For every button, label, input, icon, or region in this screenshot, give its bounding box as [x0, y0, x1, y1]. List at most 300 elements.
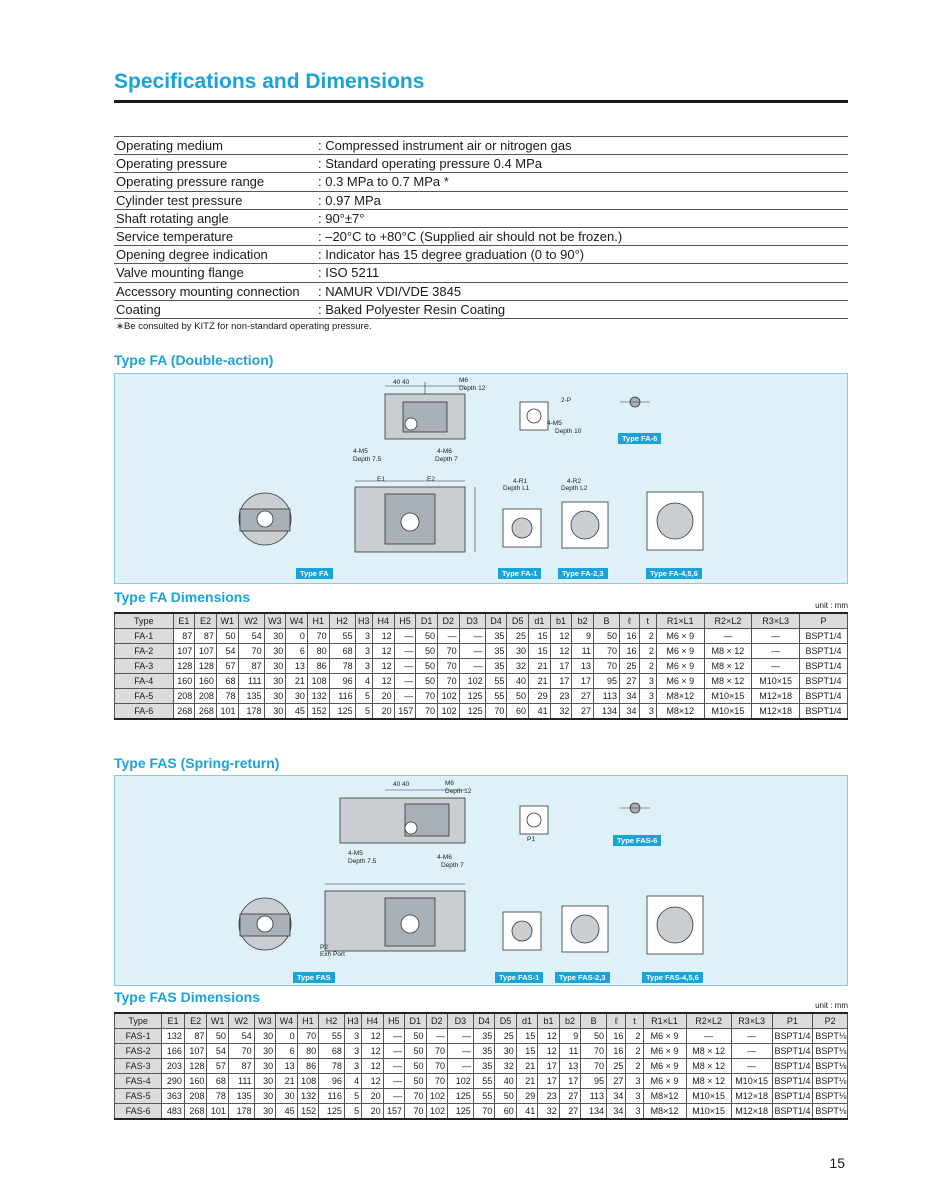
- table-cell: 4: [355, 674, 372, 689]
- table-cell: 70: [405, 1089, 426, 1104]
- table-cell: 135: [228, 1089, 254, 1104]
- table-cell: —: [731, 1059, 772, 1074]
- table-cell: 80: [297, 1044, 318, 1059]
- fas-label-p2: P2: [320, 944, 328, 951]
- table-cell: M6 × 9: [643, 1044, 686, 1059]
- table-cell: 50: [507, 689, 529, 704]
- table-cell: —: [394, 659, 416, 674]
- table-cell: 107: [184, 1044, 207, 1059]
- table-cell: 160: [195, 674, 217, 689]
- table-cell: 135: [238, 689, 264, 704]
- table-cell: 86: [297, 1059, 318, 1074]
- table-cell: 25: [620, 659, 640, 674]
- table-cell: 125: [329, 704, 355, 720]
- table-cell: 107: [195, 644, 217, 659]
- fas-tag-456: Type FAS-4,5,6: [642, 972, 703, 983]
- table-cell: 87: [173, 629, 195, 644]
- table-cell: 166: [162, 1044, 185, 1059]
- table-cell: 30: [254, 1044, 275, 1059]
- column-header: B: [594, 613, 620, 629]
- table-cell: 178: [228, 1104, 254, 1120]
- table-cell: 32: [538, 1104, 559, 1120]
- fa-tag-main: Type FA: [296, 568, 333, 579]
- column-header: E1: [162, 1013, 185, 1029]
- table-cell: BSPT1/4: [800, 674, 848, 689]
- table-cell: 32: [495, 1059, 516, 1074]
- table-cell: 25: [507, 629, 529, 644]
- table-row: [115, 674, 848, 689]
- table-cell: 35: [473, 1059, 494, 1074]
- table-cell: 12: [362, 1074, 383, 1089]
- table-cell: 50: [216, 629, 238, 644]
- table-cell: 70: [581, 1044, 607, 1059]
- table-cell: 12: [362, 1044, 383, 1059]
- table-cell: M10×15: [731, 1074, 772, 1089]
- column-header: W3: [254, 1013, 275, 1029]
- table-cell: FA-5: [115, 689, 174, 704]
- table-cell: 70: [416, 704, 438, 720]
- table-cell: BSPT1/4: [772, 1074, 813, 1089]
- table-cell: 70: [228, 1044, 254, 1059]
- fa-drawing: [115, 374, 847, 583]
- table-cell: 125: [319, 1104, 345, 1120]
- table-cell: 34: [607, 1089, 626, 1104]
- table-cell: M8×12: [643, 1089, 686, 1104]
- table-cell: M6 × 9: [656, 644, 704, 659]
- table-row: [115, 1104, 848, 1120]
- table-cell: 157: [394, 704, 416, 720]
- column-header: D3: [448, 1013, 474, 1029]
- table-cell: 3: [626, 1104, 643, 1120]
- table-cell: M12×18: [752, 689, 800, 704]
- table-cell: 23: [550, 689, 572, 704]
- table-cell: 5: [344, 1089, 361, 1104]
- table-cell: 55: [485, 689, 507, 704]
- column-header: b1: [538, 1013, 559, 1029]
- column-header: b2: [572, 613, 594, 629]
- table-cell: 178: [238, 704, 264, 720]
- table-cell: 68: [329, 644, 355, 659]
- table-cell: M8 × 12: [704, 644, 752, 659]
- table-cell: FA-6: [115, 704, 174, 720]
- spec-value: : Standard operating pressure 0.4 MPa: [314, 155, 848, 173]
- spec-label: Cylinder test pressure: [114, 191, 314, 209]
- fa-tag-456: Type FA-4,5,6: [646, 568, 702, 579]
- table-cell: 27: [620, 674, 640, 689]
- fa-tag-23: Type FA-2,3: [558, 568, 608, 579]
- table-cell: 3: [639, 704, 656, 720]
- table-cell: 17: [559, 1074, 580, 1089]
- table-cell: 125: [448, 1104, 474, 1120]
- fas-label-m6: M6: [445, 780, 455, 787]
- table-cell: BSPT1/4: [800, 689, 848, 704]
- table-cell: 70: [437, 659, 459, 674]
- column-header: P1: [772, 1013, 813, 1029]
- table-cell: 68: [207, 1074, 228, 1089]
- column-header: H3: [344, 1013, 361, 1029]
- table-cell: 54: [238, 629, 264, 644]
- table-cell: 87: [228, 1059, 254, 1074]
- spec-value: : Baked Polyester Resin Coating: [314, 300, 848, 318]
- column-header: D4: [485, 613, 507, 629]
- fas-label-m6b: 4-M6: [437, 854, 452, 861]
- table-cell: 116: [319, 1089, 345, 1104]
- table-cell: 203: [162, 1059, 185, 1074]
- column-header: b1: [550, 613, 572, 629]
- table-cell: 34: [620, 704, 640, 720]
- table-cell: 32: [507, 659, 529, 674]
- table-cell: 0: [286, 629, 308, 644]
- table-cell: 3: [344, 1029, 361, 1044]
- table-cell: 17: [538, 1074, 559, 1089]
- table-cell: 55: [473, 1074, 494, 1089]
- fas-tag-23: Type FAS-2,3: [555, 972, 610, 983]
- fas-dims-table: [114, 1012, 848, 1120]
- table-cell: M6 × 9: [656, 659, 704, 674]
- table-cell: 27: [607, 1074, 626, 1089]
- table-cell: 21: [516, 1074, 537, 1089]
- table-cell: FA-1: [115, 629, 174, 644]
- table-cell: 50: [405, 1074, 426, 1089]
- table-row: [115, 704, 848, 720]
- table-cell: FAS-3: [115, 1059, 162, 1074]
- fa-label-depthl1: Depth L1: [503, 485, 530, 492]
- table-cell: FA-4: [115, 674, 174, 689]
- table-cell: 21: [529, 674, 551, 689]
- table-cell: 21: [516, 1059, 537, 1074]
- spec-row: [114, 300, 848, 318]
- table-cell: 152: [307, 704, 329, 720]
- table-cell: 15: [516, 1029, 537, 1044]
- table-cell: 12: [362, 1029, 383, 1044]
- table-cell: —: [394, 674, 416, 689]
- table-cell: 128: [184, 1059, 207, 1074]
- table-cell: 30: [254, 1104, 275, 1120]
- table-cell: M10×15: [704, 704, 752, 720]
- table-cell: FAS-4: [115, 1074, 162, 1089]
- table-cell: 2: [626, 1029, 643, 1044]
- table-cell: 3: [355, 644, 372, 659]
- table-cell: 96: [319, 1074, 345, 1089]
- column-header: W4: [276, 1013, 297, 1029]
- fas-diagram: [114, 775, 848, 986]
- spec-note: ∗Be consulted by KITZ for non-standard operating pressure.: [116, 321, 372, 332]
- table-cell: 27: [559, 1104, 580, 1120]
- fas-label-m5: 4-M5: [348, 850, 363, 857]
- table-cell: 12: [372, 644, 394, 659]
- table-cell: 17: [550, 659, 572, 674]
- table-cell: 125: [448, 1089, 474, 1104]
- table-cell: M12×18: [752, 704, 800, 720]
- table-cell: 40: [507, 674, 529, 689]
- table-cell: 111: [228, 1074, 254, 1089]
- fa-label-e1: E1: [377, 476, 385, 483]
- table-cell: 54: [216, 644, 238, 659]
- table-cell: 27: [559, 1089, 580, 1104]
- table-cell: 86: [307, 659, 329, 674]
- table-cell: BSPT⅛: [813, 1044, 848, 1059]
- spec-value: : 0.97 MPa: [314, 191, 848, 209]
- fa-label-e2: E2: [427, 476, 435, 483]
- table-cell: 6: [276, 1044, 297, 1059]
- table-cell: 50: [416, 674, 438, 689]
- table-cell: 21: [286, 674, 308, 689]
- table-cell: 50: [405, 1029, 426, 1044]
- table-cell: BSPT1/4: [772, 1029, 813, 1044]
- spec-label: Accessory mounting connection: [114, 282, 314, 300]
- table-cell: 12: [538, 1029, 559, 1044]
- table-cell: 25: [607, 1059, 626, 1074]
- table-cell: —: [383, 1029, 404, 1044]
- fa-label-depth12: Depth 12: [459, 385, 486, 392]
- fa-diagram: [114, 373, 848, 584]
- table-cell: 13: [559, 1059, 580, 1074]
- table-cell: 16: [620, 644, 640, 659]
- fa-dims-title: Type FA Dimensions: [114, 589, 251, 605]
- table-cell: 35: [473, 1029, 494, 1044]
- table-cell: 113: [581, 1089, 607, 1104]
- fa-label-depth7: Depth 7: [435, 456, 458, 463]
- table-cell: 30: [286, 689, 308, 704]
- fa-unit: unit : mm: [815, 601, 848, 610]
- table-cell: 57: [216, 659, 238, 674]
- table-cell: 108: [297, 1074, 318, 1089]
- table-cell: 27: [572, 689, 594, 704]
- fas-label-p1: P1: [527, 836, 535, 843]
- table-cell: 30: [254, 1059, 275, 1074]
- table-cell: 30: [254, 1029, 275, 1044]
- table-cell: M8 × 12: [686, 1044, 731, 1059]
- table-row: [115, 659, 848, 674]
- table-cell: 4: [344, 1074, 361, 1089]
- fas-drawing: [115, 776, 847, 985]
- table-cell: 107: [173, 644, 195, 659]
- title-rule: [114, 100, 848, 103]
- spec-row: [114, 282, 848, 300]
- table-cell: 208: [195, 689, 217, 704]
- table-cell: 50: [207, 1029, 228, 1044]
- table-cell: 12: [550, 629, 572, 644]
- table-cell: 2: [626, 1059, 643, 1074]
- table-cell: 12: [372, 674, 394, 689]
- fa-label-r2: 4-R2: [567, 478, 582, 485]
- table-cell: 152: [297, 1104, 318, 1120]
- column-header: H5: [394, 613, 416, 629]
- table-cell: 113: [594, 689, 620, 704]
- table-cell: 30: [264, 704, 286, 720]
- table-cell: FAS-5: [115, 1089, 162, 1104]
- column-header: E1: [173, 613, 195, 629]
- column-header: H1: [297, 1013, 318, 1029]
- table-cell: 101: [207, 1104, 228, 1120]
- table-cell: 208: [184, 1089, 207, 1104]
- table-cell: 9: [559, 1029, 580, 1044]
- table-cell: —: [448, 1059, 474, 1074]
- table-cell: 70: [307, 629, 329, 644]
- table-cell: 41: [516, 1104, 537, 1120]
- spec-value: : 0.3 MPa to 0.7 MPa *: [314, 173, 848, 191]
- table-cell: FA-3: [115, 659, 174, 674]
- table-cell: 78: [319, 1059, 345, 1074]
- fa-label-m6b: 4-M6: [437, 448, 452, 455]
- column-header: H4: [372, 613, 394, 629]
- table-cell: 2: [639, 629, 656, 644]
- table-cell: 70: [594, 644, 620, 659]
- table-cell: 13: [286, 659, 308, 674]
- table-cell: —: [448, 1029, 474, 1044]
- table-cell: 70: [437, 674, 459, 689]
- table-cell: —: [752, 629, 800, 644]
- table-cell: 35: [473, 1044, 494, 1059]
- table-cell: 102: [426, 1104, 447, 1120]
- table-cell: M8 × 12: [686, 1059, 731, 1074]
- table-cell: 268: [195, 704, 217, 720]
- table-cell: 2: [639, 659, 656, 674]
- table-cell: 30: [264, 644, 286, 659]
- spec-label: Valve mounting flange: [114, 264, 314, 282]
- table-cell: M10×15: [686, 1104, 731, 1120]
- column-header: H2: [329, 613, 355, 629]
- table-cell: 87: [184, 1029, 207, 1044]
- table-cell: 3: [355, 659, 372, 674]
- table-cell: 17: [538, 1059, 559, 1074]
- column-header: d1: [516, 1013, 537, 1029]
- table-cell: BSPT1/4: [800, 659, 848, 674]
- spec-row: [114, 246, 848, 264]
- column-header: ℓ: [620, 613, 640, 629]
- spec-row: [114, 173, 848, 191]
- table-cell: —: [426, 1029, 447, 1044]
- table-cell: 160: [173, 674, 195, 689]
- table-cell: —: [383, 1089, 404, 1104]
- table-cell: BSPT1/4: [800, 629, 848, 644]
- table-cell: 78: [329, 659, 355, 674]
- table-cell: 50: [405, 1044, 426, 1059]
- table-cell: BSPT1/4: [800, 704, 848, 720]
- table-cell: 6: [286, 644, 308, 659]
- column-header: t: [639, 613, 656, 629]
- table-cell: 12: [362, 1059, 383, 1074]
- table-cell: BSPT1/4: [772, 1104, 813, 1120]
- table-cell: M8×12: [643, 1104, 686, 1120]
- spec-label: Operating pressure: [114, 155, 314, 173]
- table-cell: 0: [276, 1029, 297, 1044]
- fa-tag-1: Type FA-1: [498, 568, 541, 579]
- spec-label: Service temperature: [114, 227, 314, 245]
- table-cell: 50: [416, 659, 438, 674]
- spec-row: [114, 264, 848, 282]
- fas-dims-title: Type FAS Dimensions: [114, 989, 260, 1005]
- spec-label: Opening degree indication: [114, 246, 314, 264]
- table-cell: 9: [572, 629, 594, 644]
- table-cell: BSPT1/4: [800, 644, 848, 659]
- column-header: ℓ: [607, 1013, 626, 1029]
- fas-unit: unit : mm: [815, 1001, 848, 1010]
- table-cell: 128: [195, 659, 217, 674]
- fa-label-top: 40 40: [393, 379, 410, 386]
- column-header: E2: [184, 1013, 207, 1029]
- table-cell: 70: [416, 689, 438, 704]
- table-row: [115, 689, 848, 704]
- table-cell: —: [686, 1029, 731, 1044]
- table-cell: 34: [607, 1104, 626, 1120]
- table-cell: 35: [485, 659, 507, 674]
- table-cell: 268: [184, 1104, 207, 1120]
- table-cell: 25: [495, 1029, 516, 1044]
- column-header: Type: [115, 613, 174, 629]
- table-cell: 111: [238, 674, 264, 689]
- spec-row: [114, 209, 848, 227]
- table-cell: 5: [355, 704, 372, 720]
- spec-value: : Compressed instrument air or nitrogen gas: [314, 137, 848, 155]
- table-cell: 30: [495, 1044, 516, 1059]
- column-header: H5: [383, 1013, 404, 1029]
- spec-value: : ISO 5211: [314, 264, 848, 282]
- table-cell: 70: [485, 704, 507, 720]
- column-header: R1×L1: [643, 1013, 686, 1029]
- table-cell: 102: [437, 689, 459, 704]
- table-cell: BSPT⅛: [813, 1074, 848, 1089]
- table-cell: 125: [459, 689, 485, 704]
- table-cell: 55: [473, 1089, 494, 1104]
- table-cell: 30: [264, 629, 286, 644]
- column-header: W1: [216, 613, 238, 629]
- table-cell: 54: [228, 1029, 254, 1044]
- table-cell: BSPT⅛: [813, 1104, 848, 1120]
- table-cell: —: [704, 629, 752, 644]
- fa-label-m5: 4-M5: [353, 448, 368, 455]
- column-header: D1: [416, 613, 438, 629]
- fa-tag-6: Type FA-6: [618, 433, 661, 444]
- table-cell: M8 × 12: [704, 674, 752, 689]
- table-cell: 3: [639, 674, 656, 689]
- column-header: D2: [426, 1013, 447, 1029]
- table-cell: 55: [485, 674, 507, 689]
- table-cell: 3: [626, 1074, 643, 1089]
- spec-row: [114, 155, 848, 173]
- fa-label-m6: M6: [459, 377, 469, 384]
- table-cell: M10×15: [752, 674, 800, 689]
- table-cell: 5: [344, 1104, 361, 1120]
- table-cell: 50: [594, 629, 620, 644]
- table-row: [115, 1074, 848, 1089]
- table-cell: M12×18: [731, 1104, 772, 1120]
- column-header: H2: [319, 1013, 345, 1029]
- table-cell: 30: [276, 1089, 297, 1104]
- column-header: t: [626, 1013, 643, 1029]
- table-row: [115, 1089, 848, 1104]
- table-cell: 54: [207, 1044, 228, 1059]
- table-cell: 134: [594, 704, 620, 720]
- table-cell: 20: [372, 689, 394, 704]
- table-cell: 11: [559, 1044, 580, 1059]
- column-header: D5: [495, 1013, 516, 1029]
- table-cell: 70: [405, 1104, 426, 1120]
- fas-label-depth75: Depth 7.5: [348, 858, 377, 865]
- table-cell: 50: [416, 644, 438, 659]
- table-cell: 50: [416, 629, 438, 644]
- table-cell: 15: [529, 629, 551, 644]
- table-cell: 21: [529, 659, 551, 674]
- table-cell: 87: [238, 659, 264, 674]
- table-cell: 70: [581, 1059, 607, 1074]
- table-cell: 35: [485, 644, 507, 659]
- table-cell: 60: [495, 1104, 516, 1120]
- table-cell: 55: [319, 1029, 345, 1044]
- table-cell: 2: [626, 1044, 643, 1059]
- table-cell: 116: [329, 689, 355, 704]
- column-header: R3×L3: [752, 613, 800, 629]
